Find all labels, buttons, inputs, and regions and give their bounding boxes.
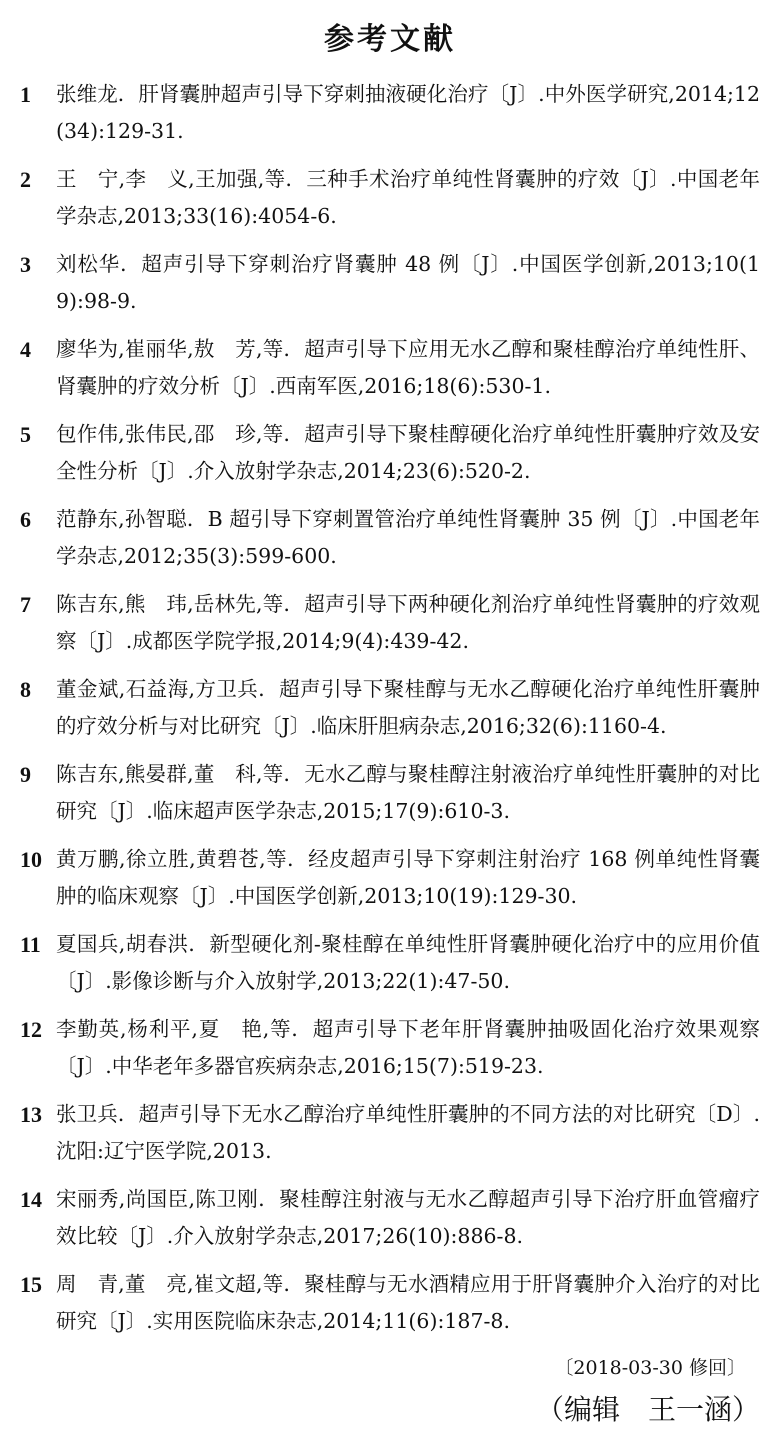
reference-item [20, 926, 760, 1000]
reference-number: 6 [20, 507, 31, 532]
reference-number: 15 [20, 1272, 42, 1297]
reference-item [20, 246, 760, 320]
reference-item [20, 501, 760, 575]
editor-credit: （编辑 王一涵） [535, 1393, 760, 1426]
reference-text: 董金斌,石益海,方卫兵．超声引导下聚桂醇与无水乙醇硬化治疗单纯性肝囊肿的疗效分析与对比研究〔J〕.临床肝胆病杂志,2016;32(6):1160-4. [56, 677, 760, 738]
reference-number: 5 [20, 422, 31, 447]
reference-text: 黄万鹏,徐立胜,黄碧苍,等．经皮超声引导下穿刺注射治疗 168 例单纯性肾囊肿的临床观察〔J〕.中国医学创新,2013;10(19):129-30. [56, 847, 760, 908]
reference-item [20, 1011, 760, 1085]
reference-text: 包作伟,张伟民,邵 珍,等．超声引导下聚桂醇硬化治疗单纯性肝囊肿疗效及安全性分析〔J〕.介入放射学杂志,2014;23(6):520-2. [56, 422, 760, 483]
reference-text: 李勤英,杨利平,夏 艳,等．超声引导下老年肝肾囊肿抽吸固化治疗效果观察〔J〕.中华老年多器官疾病杂志,2016;15(7):519-23. [56, 1017, 760, 1078]
reference-item [20, 756, 760, 830]
reference-list [20, 76, 760, 1340]
reference-text: 王 宁,李 义,王加强,等．三种手术治疗单纯性肾囊肿的疗效〔J〕.中国老年学杂志,2013;33(16):4054-6. [56, 167, 760, 228]
reference-number: 3 [20, 252, 31, 277]
reference-text: 廖华为,崔丽华,敖 芳,等．超声引导下应用无水乙醇和聚桂醇治疗单纯性肝、肾囊肿的疗效分析〔J〕.西南军医,2016;18(6):530-1. [56, 337, 760, 398]
reference-item [20, 1096, 760, 1170]
reference-text: 陈吉东,熊晏群,董 科,等．无水乙醇与聚桂醇注射液治疗单纯性肝囊肿的对比研究〔J〕.临床超声医学杂志,2015;17(9):610-3. [56, 762, 760, 823]
reference-number: 13 [20, 1102, 42, 1127]
reference-text: 夏国兵,胡春洪．新型硬化剂-聚桂醇在单纯性肝肾囊肿硬化治疗中的应用价值〔J〕.影像诊断与介入放射学,2013;22(1):47-50. [56, 932, 760, 993]
reference-number: 8 [20, 677, 31, 702]
reference-number: 14 [20, 1187, 42, 1212]
reference-text: 周 青,董 亮,崔文超,等．聚桂醇与无水酒精应用于肝肾囊肿介入治疗的对比研究〔J〕.实用医院临床杂志,2014;11(6):187-8. [56, 1272, 760, 1333]
reference-number: 7 [20, 592, 31, 617]
reference-text: 陈吉东,熊 玮,岳林先,等．超声引导下两种硬化剂治疗单纯性肾囊肿的疗效观察〔J〕.成都医学院学报,2014;9(4):439-42. [56, 592, 760, 653]
reference-text: 刘松华．超声引导下穿刺治疗肾囊肿 48 例〔J〕.中国医学创新,2013;10(19):98-9. [56, 252, 760, 313]
page-title: 参考文献 [324, 22, 456, 57]
reference-item [20, 1266, 760, 1340]
reference-item [20, 671, 760, 745]
reference-number: 11 [20, 932, 41, 957]
reference-text: 范静东,孙智聪．B 超引导下穿刺置管治疗单纯性肾囊肿 35 例〔J〕.中国老年学杂志,2012;35(3):599-600. [56, 507, 760, 568]
reference-number: 4 [20, 337, 31, 362]
reference-number: 9 [20, 762, 31, 787]
reference-item [20, 76, 760, 150]
reference-number: 12 [20, 1017, 42, 1042]
reference-item [20, 841, 760, 915]
reference-item [20, 1181, 760, 1255]
reference-number: 1 [20, 82, 31, 107]
revised-date: 〔2018-03-30 修回〕 [554, 1357, 746, 1379]
reference-item [20, 586, 760, 660]
reference-text: 宋丽秀,尚国臣,陈卫刚．聚桂醇注射液与无水乙醇超声引导下治疗肝血管瘤疗效比较〔J〕.介入放射学杂志,2017;26(10):886-8. [56, 1187, 760, 1248]
reference-item [20, 416, 760, 490]
reference-item [20, 161, 760, 235]
reference-number: 10 [20, 847, 42, 872]
reference-text: 张维龙．肝肾囊肿超声引导下穿刺抽液硬化治疗〔J〕.中外医学研究,2014;12(34):129-31. [56, 82, 760, 143]
reference-text: 张卫兵．超声引导下无水乙醇治疗单纯性肝囊肿的不同方法的对比研究〔D〕.沈阳:辽宁医学院,2013. [56, 1102, 760, 1163]
reference-number: 2 [20, 167, 31, 192]
reference-item [20, 331, 760, 405]
